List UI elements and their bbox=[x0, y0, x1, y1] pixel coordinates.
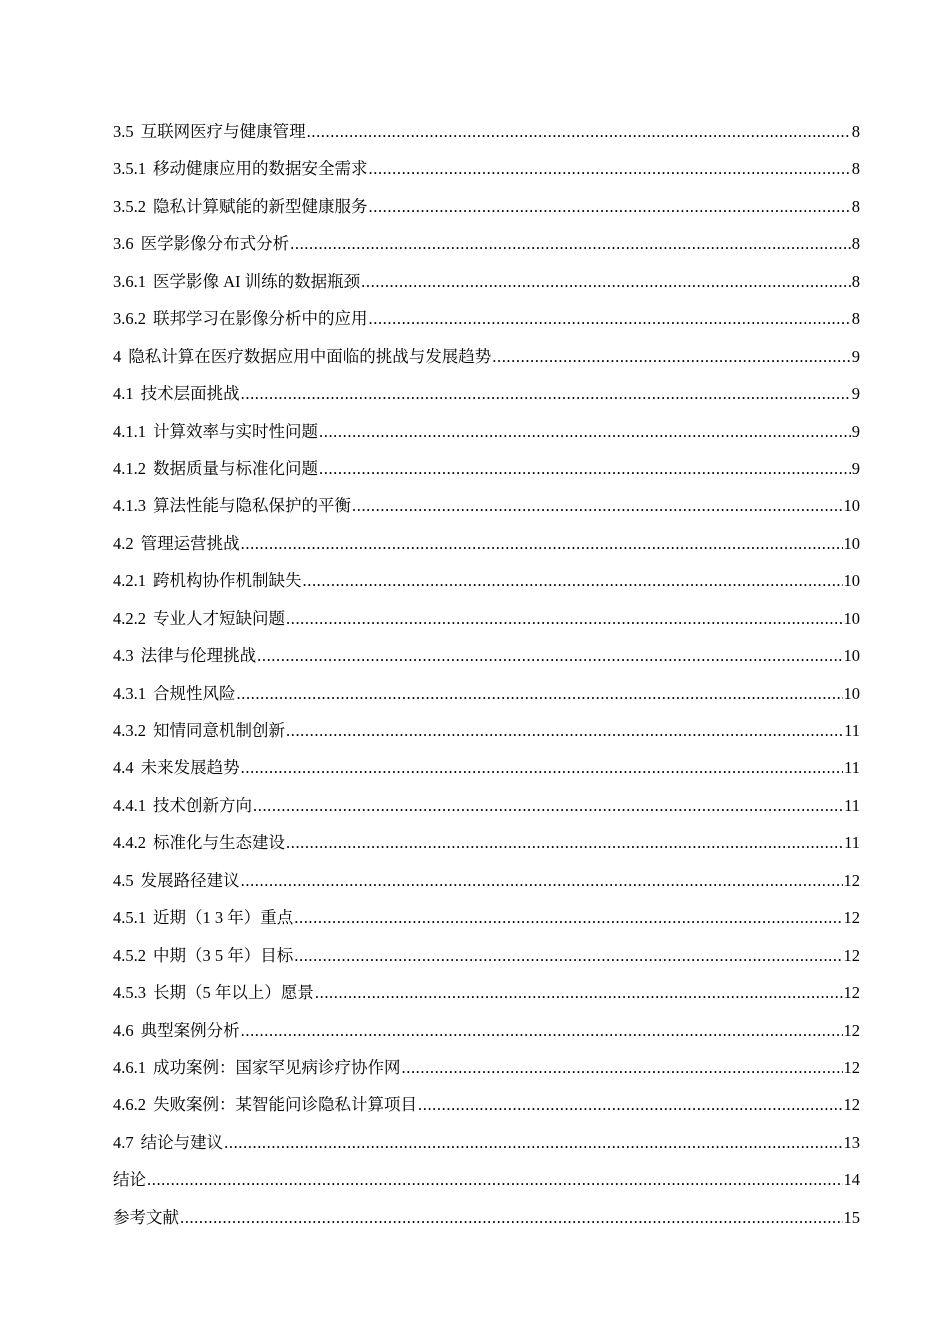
toc-entry-page: 11 bbox=[844, 833, 860, 853]
dot-leader bbox=[369, 307, 851, 331]
toc-entry-title: 数据质量与标准化问题 bbox=[153, 458, 318, 478]
toc-entry-title: 长期（5 年以上）愿景 bbox=[153, 983, 314, 1003]
toc-entry-title: 未来发展趋势 bbox=[140, 758, 240, 778]
toc-entry-title: 中期（3 5 年）目标 bbox=[153, 945, 294, 965]
dot-leader bbox=[294, 944, 842, 968]
toc-entry-title: 参考文献 bbox=[113, 1207, 179, 1227]
toc-entry-page: 10 bbox=[843, 496, 860, 516]
toc-entry[interactable] bbox=[113, 494, 860, 531]
toc-entry[interactable] bbox=[113, 682, 860, 719]
toc-entry-number: 4.1.1 bbox=[113, 421, 146, 441]
toc-entry-page: 8 bbox=[851, 309, 860, 329]
toc-entry-number: 3.5.1 bbox=[113, 159, 146, 179]
toc-entry-page: 12 bbox=[843, 1095, 860, 1115]
toc-entry-title: 联邦学习在影像分析中的应用 bbox=[153, 309, 368, 329]
toc-entry-title: 互联网医疗与健康管理 bbox=[140, 122, 306, 141]
toc-entry-page: 9 bbox=[851, 421, 860, 441]
toc-entry-title: 移动健康应用的数据安全需求 bbox=[153, 159, 368, 179]
table-of-contents bbox=[113, 120, 860, 1243]
toc-entry-page: 13 bbox=[843, 1132, 860, 1152]
toc-entry-title: 知情同意机制创新 bbox=[153, 721, 285, 740]
toc-entry-page: 12 bbox=[843, 945, 860, 965]
toc-entry-title: 管理运营挑战 bbox=[140, 533, 240, 553]
toc-entry[interactable] bbox=[113, 719, 860, 756]
toc-entry-number: 4.3.1 bbox=[113, 683, 146, 703]
toc-entry[interactable] bbox=[113, 794, 860, 831]
toc-entry-title: 结论与建议 bbox=[140, 1132, 224, 1152]
toc-entry-page: 12 bbox=[843, 983, 860, 1003]
toc-entry-title: 失败案例：某智能问诊隐私计算项目 bbox=[153, 1095, 417, 1115]
toc-entry-title: 技术创新方向 bbox=[153, 795, 252, 815]
dot-leader bbox=[237, 682, 843, 706]
toc-entry-page: 8 bbox=[851, 159, 860, 179]
dot-leader bbox=[180, 1206, 843, 1230]
toc-entry[interactable] bbox=[113, 756, 860, 793]
dot-leader bbox=[286, 831, 843, 855]
toc-entry[interactable] bbox=[113, 906, 860, 943]
dot-leader bbox=[352, 494, 843, 518]
dot-leader bbox=[294, 906, 842, 930]
toc-entry[interactable] bbox=[113, 944, 860, 981]
toc-entry-number: 4.5.2 bbox=[113, 945, 146, 965]
toc-entry-number: 3.5 bbox=[113, 122, 134, 141]
toc-entry-number: 4.1 bbox=[113, 384, 134, 404]
toc-entry[interactable] bbox=[113, 345, 860, 382]
toc-entry[interactable] bbox=[113, 457, 860, 494]
toc-entry-title: 算法性能与隐私保护的平衡 bbox=[153, 496, 351, 516]
toc-entry[interactable] bbox=[113, 232, 860, 269]
toc-entry-number: 3.5.2 bbox=[113, 196, 146, 216]
dot-leader bbox=[369, 157, 851, 181]
toc-entry-number: 4.2.1 bbox=[113, 571, 146, 591]
toc-entry-page: 14 bbox=[843, 1170, 860, 1190]
toc-entry-page: 9 bbox=[851, 346, 860, 366]
toc-entry-number: 4.4.1 bbox=[113, 795, 146, 815]
toc-entry[interactable] bbox=[113, 1168, 860, 1205]
toc-entry[interactable] bbox=[113, 644, 860, 681]
dot-leader bbox=[241, 382, 851, 406]
toc-entry-number: 4.5.3 bbox=[113, 983, 146, 1003]
toc-entry-page: 8 bbox=[851, 271, 860, 291]
toc-entry[interactable] bbox=[113, 120, 860, 157]
toc-entry-title: 结论 bbox=[113, 1170, 146, 1190]
toc-entry-number: 4.1.3 bbox=[113, 496, 146, 516]
dot-leader bbox=[147, 1168, 843, 1192]
toc-entry-title: 专业人才短缺问题 bbox=[153, 608, 285, 628]
toc-entry[interactable] bbox=[113, 831, 860, 868]
toc-entry[interactable] bbox=[113, 569, 860, 606]
toc-entry-title: 技术层面挑战 bbox=[140, 384, 240, 404]
toc-entry[interactable] bbox=[113, 1019, 860, 1056]
toc-entry[interactable] bbox=[113, 195, 860, 232]
toc-entry-page: 12 bbox=[843, 1057, 860, 1077]
toc-entry-number: 4.6.1 bbox=[113, 1057, 146, 1077]
toc-entry[interactable] bbox=[113, 869, 860, 906]
dot-leader bbox=[418, 1093, 843, 1117]
toc-entry[interactable] bbox=[113, 157, 860, 194]
toc-entry[interactable] bbox=[113, 307, 860, 344]
toc-entry-title: 计算效率与实时性问题 bbox=[153, 421, 318, 441]
dot-leader bbox=[307, 120, 851, 144]
toc-entry-title: 隐私计算在医疗数据应用中面临的挑战与发展趋势 bbox=[128, 346, 492, 366]
toc-entry-page: 10 bbox=[843, 571, 860, 591]
dot-leader bbox=[290, 232, 851, 256]
toc-entry[interactable] bbox=[113, 1131, 860, 1168]
dot-leader bbox=[286, 719, 843, 743]
toc-entry-number: 4.7 bbox=[113, 1132, 134, 1152]
toc-entry[interactable] bbox=[113, 382, 860, 419]
toc-entry-page: 9 bbox=[851, 384, 860, 404]
toc-entry-title: 医学影像 AI 训练的数据瓶颈 bbox=[153, 271, 361, 291]
dot-leader bbox=[402, 1056, 843, 1080]
toc-entry-title: 近期（1 3 年）重点 bbox=[153, 908, 294, 928]
toc-entry-number: 3.6.1 bbox=[113, 271, 146, 291]
toc-entry-page: 10 bbox=[843, 683, 860, 703]
toc-entry-page: 8 bbox=[851, 234, 860, 254]
toc-entry-number: 3.6 bbox=[113, 234, 134, 254]
toc-entry-title: 合规性风险 bbox=[153, 683, 236, 703]
dot-leader bbox=[319, 420, 851, 444]
toc-entry[interactable] bbox=[113, 1206, 860, 1243]
toc-entry-page: 8 bbox=[851, 122, 860, 141]
toc-entry-page: 12 bbox=[843, 1020, 860, 1040]
toc-entry-number: 4.3 bbox=[113, 646, 134, 666]
toc-entry-title: 法律与伦理挑战 bbox=[140, 646, 257, 666]
toc-entry-page: 15 bbox=[843, 1207, 860, 1227]
toc-entry-number: 4.6 bbox=[113, 1020, 134, 1040]
toc-entry-number: 4.4 bbox=[113, 758, 134, 778]
dot-leader bbox=[253, 794, 843, 818]
toc-entry-page: 9 bbox=[851, 458, 860, 478]
toc-entry-number: 4.3.2 bbox=[113, 721, 146, 740]
dot-leader bbox=[492, 345, 851, 369]
toc-entry-number: 4.5.1 bbox=[113, 908, 146, 928]
toc-entry-page: 11 bbox=[844, 758, 860, 778]
toc-entry-page: 10 bbox=[843, 533, 860, 553]
toc-entry[interactable] bbox=[113, 532, 860, 569]
toc-entry-title: 发展路径建议 bbox=[140, 870, 240, 890]
toc-entry-page: 11 bbox=[844, 721, 860, 740]
dot-leader bbox=[319, 457, 851, 481]
toc-entry-page: 12 bbox=[843, 870, 860, 890]
toc-entry-page: 12 bbox=[843, 908, 860, 928]
toc-entry-number: 4.2 bbox=[113, 533, 134, 553]
toc-entry[interactable] bbox=[113, 420, 860, 457]
toc-entry[interactable] bbox=[113, 981, 860, 1018]
dot-leader bbox=[286, 607, 843, 631]
toc-entry-page: 10 bbox=[843, 608, 860, 628]
toc-entry-number: 4.2.2 bbox=[113, 608, 146, 628]
toc-entry[interactable] bbox=[113, 607, 860, 644]
toc-entry-title: 医学影像分布式分析 bbox=[140, 234, 290, 254]
dot-leader bbox=[241, 756, 843, 780]
dot-leader bbox=[315, 981, 843, 1005]
toc-entry[interactable] bbox=[113, 270, 860, 307]
toc-entry-page: 8 bbox=[851, 196, 860, 216]
dot-leader bbox=[303, 569, 843, 593]
dot-leader bbox=[241, 532, 843, 556]
toc-entry-title: 成功案例：国家罕见病诊疗协作网 bbox=[153, 1057, 401, 1077]
toc-entry-title: 隐私计算赋能的新型健康服务 bbox=[153, 196, 368, 216]
toc-entry-number: 4.4.2 bbox=[113, 833, 146, 853]
toc-entry-title: 典型案例分析 bbox=[140, 1020, 240, 1040]
toc-entry-number: 3.6.2 bbox=[113, 309, 146, 329]
toc-entry-number: 4.1.2 bbox=[113, 458, 146, 478]
toc-entry[interactable] bbox=[113, 1056, 860, 1093]
toc-entry-title: 跨机构协作机制缺失 bbox=[153, 571, 302, 591]
toc-entry-number: 4.6.2 bbox=[113, 1095, 146, 1115]
toc-entry[interactable] bbox=[113, 1093, 860, 1130]
dot-leader bbox=[241, 1019, 843, 1043]
toc-entry-page: 11 bbox=[844, 795, 860, 815]
dot-leader bbox=[369, 195, 851, 219]
dot-leader bbox=[224, 1131, 842, 1155]
dot-leader bbox=[361, 270, 851, 294]
dot-leader bbox=[241, 869, 843, 893]
toc-entry-title: 标准化与生态建设 bbox=[153, 833, 285, 853]
toc-entry-number: 4 bbox=[113, 346, 122, 366]
dot-leader bbox=[257, 644, 842, 668]
toc-entry-page: 10 bbox=[843, 646, 860, 666]
toc-entry-number: 4.5 bbox=[113, 870, 134, 890]
